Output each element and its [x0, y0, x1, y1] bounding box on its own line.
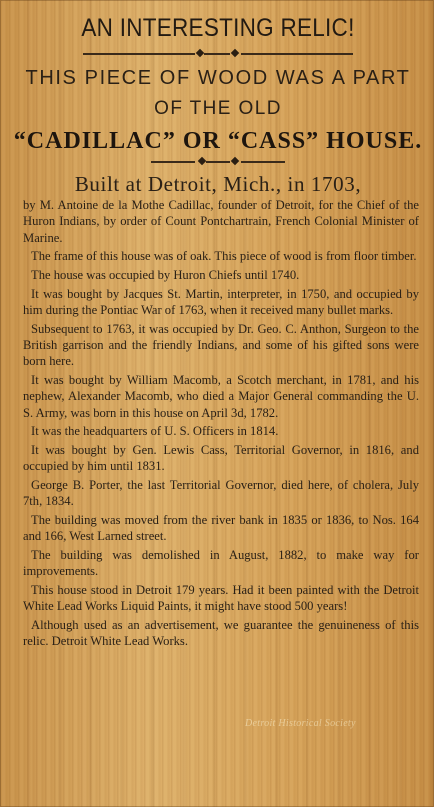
top-rule-left — [83, 53, 195, 55]
history-paragraph: It was the headquarters of U. S. Officers in 1814. — [31, 424, 279, 439]
history-text — [23, 197, 419, 652]
mid-rule-right — [241, 161, 285, 163]
history-paragraph: It was bought by Gen. Lewis Cass, Territorial Governor, in 1816, and occupied by him until 1831. — [23, 443, 419, 474]
headline-line-2: OF THE OLD — [154, 98, 282, 119]
top-rule-right — [241, 53, 353, 55]
history-paragraph: This house stood in Detroit 179 years. Had it been painted with the Detroit White Lead Works Liquid Paints, it might have stood 500 years! — [23, 583, 419, 614]
built-subtitle: Built at Detroit, Mich., in 1703, — [74, 172, 362, 196]
history-paragraph: It was bought by Jacques St. Martin, interpreter, in 1750, and occupied by him during the Pontiac War of 1763, when it received many bullet marks. — [23, 286, 419, 317]
mid-rule-left — [151, 161, 195, 163]
top-rule-ornament-right — [231, 49, 239, 57]
history-paragraph: The house was occupied by Huron Chiefs until 1740. — [31, 268, 300, 282]
history-paragraph: Subsequent to 1763, it was occupied by Dr. Geo. C. Anthon, Surgeon to the British garrison and the friendly Indians, and some of his gifted sons were born here. — [23, 321, 419, 369]
mid-rule-center — [206, 161, 230, 163]
history-paragraph: Although used as an advertisement, we guarantee the genuineness of this relic. Detroit White Lead Works. — [23, 618, 419, 649]
headline-line-1: THIS PIECE OF WOOD WAS A PART — [25, 67, 411, 89]
mid-rule-ornament-right — [231, 157, 239, 165]
headline-house-name: “CADILLAC” OR “CASS” HOUSE. — [13, 128, 423, 154]
history-paragraph: The building was moved from the river bank in 1835 or 1836, to Nos. 164 and 166, West Larned street. — [23, 513, 419, 544]
history-paragraph: by M. Antoine de la Mothe Cadillac, founder of Detroit, for the Chief of the Huron Indians, by order of Count Pontchartrain, French Colonial Minister of Marine. — [23, 198, 419, 245]
headline-title: AN INTERESTING RELIC! — [81, 14, 355, 42]
history-paragraph: It was bought by William Macomb, a Scotch merchant, in 1781, and his nephew, Alexander Macomb, who died a Major General commanding the U. S. Army, was born in this house on April 3d, 1782. — [23, 373, 419, 420]
top-rule-center — [204, 53, 230, 55]
mid-rule-ornament-left — [198, 157, 206, 165]
watermark: Detroit Historical Society — [245, 718, 356, 729]
top-rule-ornament-left — [196, 49, 204, 57]
history-paragraph: The frame of this house was of oak. This piece of wood is from floor timber. — [31, 249, 417, 264]
history-paragraph: The building was demolished in August, 1882, to make way for improvements. — [23, 548, 419, 579]
history-paragraph: George B. Porter, the last Territorial Governor, died here, of cholera, July 7th, 1834. — [23, 478, 419, 509]
